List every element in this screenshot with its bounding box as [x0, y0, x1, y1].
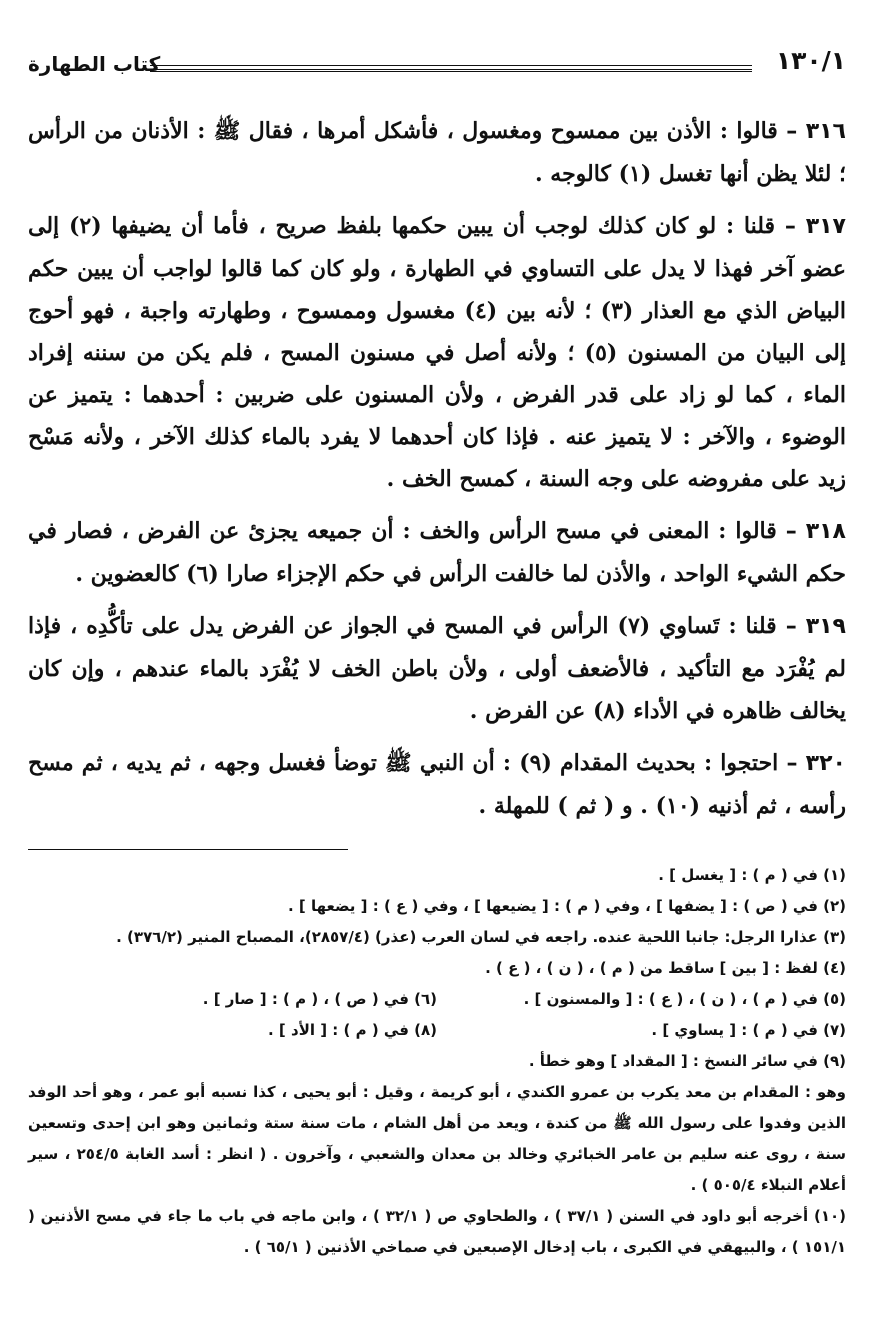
paragraph-text: قالوا : المعنى في مسح الرأس والخف : أن جميعه يجزئ عن الفرض ، فصار في حكم الشيء الواحد ، والأذن لما خالفت الرأس في حكم الإجزاء صارا (٦) كالعضوين .	[28, 518, 846, 587]
paragraph-316	[28, 110, 846, 195]
footnote-10: (١٠) أخرجه أبو داود في السنن ( ٣٧/١ ) ، والطحاوي ص ( ٣٢/١ ) ، وابن ماجه في باب ما جاء في مسح الأذنين ( ١٥١/١ ) ، والبيهقي في الكبرى ، باب إدخال الإصبعين في صماخي الأذنين ( ٦٥/١ ) .	[28, 1207, 846, 1256]
footnote-row-5-6	[28, 984, 846, 1015]
paragraph-text: احتجوا : بحديث المقدام (٩) : أن النبي ﷺ توضأ فغسل وجهه ، ثم يديه ، ثم مسح رأسه ، ثم أذنيه (١٠) . و ( ثم ) للمهلة .	[28, 750, 846, 819]
footnote-4: (٤) لفظ : [ بين ] ساقط من ( م ) ، ( ن ) ، ( ع ) .	[485, 959, 846, 977]
footnote-6: (٦) في ( ص ) ، ( م ) : [ صار ] .	[202, 990, 437, 1008]
footnotes	[28, 860, 846, 1263]
header-rule	[150, 65, 752, 70]
footnote-3: (٣) عذارا الرجل: جانبا اللحية عنده. راجعه في لسان العرب (عذر) (٢٨٥٧/٤)، المصباح المنير (٣٧٦/٢) .	[116, 928, 846, 946]
paragraph-number: ٣١٨ –	[785, 519, 846, 544]
paragraph-text: قلنا : تَساوي (٧) الرأس في المسح في الجواز عن الفرض يدل على تأكُّدِه ، فإذا لم يُفْرَد مع التأكيد ، فالأضعف أولى ، ولأن باطن الخف لا يُفْرَد بالماء عندهم ، وإن كان يخالف ظاهره في الأداء (٨) عن الفرض .	[28, 613, 846, 724]
footnote-8: (٨) في ( م ) : [ الأد ] .	[268, 1021, 437, 1039]
paragraph-text: قلنا : لو كان كذلك لوجب أن يبين حكمها بلفظ صريح ، فأما أن يضيفها (٢) إلى عضو آخر فهذا لا يدل على التساوي في الطهارة ، ولو كان كما قالوا لواجب أن يبين حكم البياض الذي مع العذار (٣) ؛ لأنه بين (٤) مغسول وممسوح ، وطهارته واجبة ، فهو أحوج إلى البيان من المسنون (٥) ؛ ولأنه أصل في مسنون المسح ، فلم يكن من سننه إفراد الماء ، كما لو زاد على قدر الفرض ، ولأن المسنون على ضربين : أحدهما : يتميز عن الوضوء ، والآخر : لا يتميز عنه . فإذا كان أحدهما لا يفرد بالماء كذلك الآخر ، ولأنه مَسْح زيد على مفروضه على وجه السنة ، كمسح الخف .	[28, 213, 847, 492]
book-title: كتاب الطهارة	[28, 52, 161, 76]
footnote-9: (٩) في سائر النسخ : [ المقداد ] وهو خطأ .	[528, 1052, 846, 1070]
paragraph-number: ٣١٩ –	[785, 614, 846, 639]
footnote-7: (٧) في ( م ) : [ يساوي ] .	[651, 1021, 846, 1039]
paragraph-317	[28, 205, 846, 500]
paragraph-number: ٣٢٠ –	[786, 751, 846, 776]
footnote-9-biography: وهو : المقدام بن معد يكرب بن عمرو الكندي ، أبو كريمة ، وقيل : أبو يحيى ، كذا نسبه أبو عمر ، وهو أحد الوفد الذين وفدوا على رسول الله ﷺ من كندة ، ويعد من أهل الشام ، مات سنة ستة وثمانين وهو ابن إحدى وتسعين سنة ، روى عنه سليم بن عامر الخبائري وخالد بن معدان والشعبي ، وآخرون . ( انظر : أسد الغابة ٢٥٤/٥ ، سير أعلام النبلاء ٥٠٥/٤ ) .	[28, 1083, 846, 1194]
footnote-1: (١) في ( م ) : [ يغسل ] .	[658, 866, 846, 884]
main-text	[28, 110, 846, 827]
footnote-5: (٥) في ( م ) ، ( ن ) ، ( ع ) : [ والمسنون ] .	[523, 990, 846, 1008]
paragraph-text: قالوا : الأذن بين ممسوح ومغسول ، فأشكل أمرها ، فقال ﷺ : الأذنان من الرأس ؛ لئلا يظن أنها تغسل (١) كالوجه .	[28, 118, 846, 187]
paragraph-320	[28, 742, 846, 827]
paragraph-318	[28, 510, 846, 595]
page-header	[28, 40, 846, 80]
paragraph-319	[28, 605, 846, 732]
footnote-separator	[28, 849, 348, 850]
paragraph-number: ٣١٧ –	[784, 214, 846, 239]
page-number: ١٣٠/١	[775, 46, 846, 75]
footnote-2: (٢) في ( ص ) : [ يضفها ] ، وفي ( م ) : [ يضيعها ] ، وفي ( ع ) : [ يضعها ] .	[288, 897, 846, 915]
footnote-row-7-8	[28, 1015, 846, 1046]
paragraph-number: ٣١٦ –	[786, 119, 846, 144]
book-page	[28, 40, 846, 1263]
